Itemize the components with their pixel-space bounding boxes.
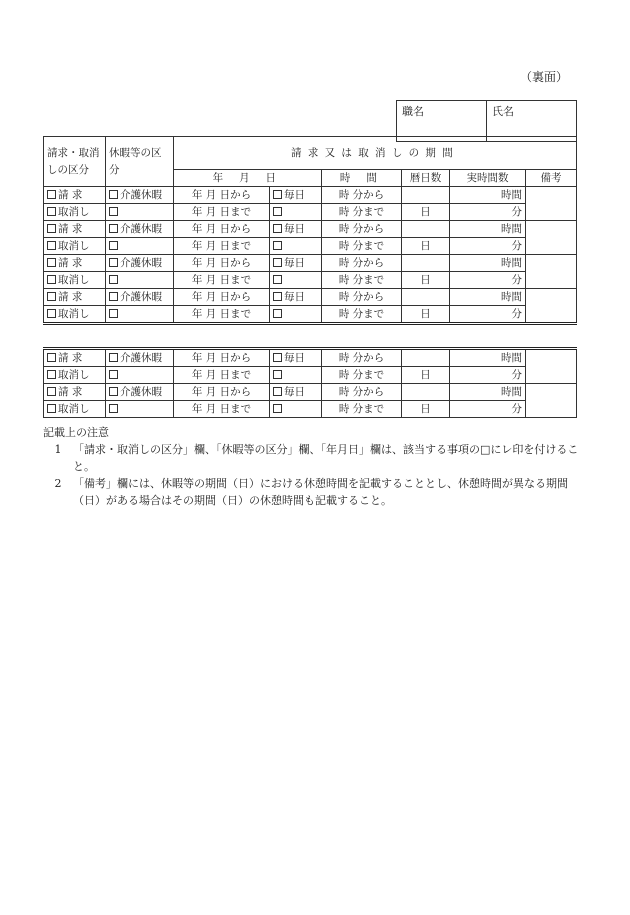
- checkbox[interactable]: [47, 353, 56, 362]
- date-from-cell[interactable]: 年 月 日から: [174, 255, 270, 272]
- checkbox[interactable]: [109, 258, 118, 267]
- checkbox[interactable]: [273, 275, 282, 284]
- checkbox[interactable]: [109, 275, 118, 284]
- day-unit-cell[interactable]: 日: [402, 238, 450, 255]
- cancel-cell[interactable]: 取消し: [44, 306, 106, 324]
- checkbox[interactable]: [47, 207, 56, 216]
- day-unit-cell[interactable]: 日: [402, 272, 450, 289]
- calendar-days-cell[interactable]: [402, 221, 450, 238]
- cancel-cell[interactable]: 取消し: [44, 204, 106, 221]
- date-to-cell[interactable]: 年 月 日まで: [174, 401, 270, 418]
- calendar-days-cell[interactable]: [402, 255, 450, 272]
- checkbox[interactable]: [273, 370, 282, 379]
- every-day-cell[interactable]: 毎日: [270, 349, 322, 367]
- time-to-cell[interactable]: 時 分まで: [322, 306, 402, 324]
- cancel-cell[interactable]: 取消し: [44, 401, 106, 418]
- checkbox[interactable]: [273, 309, 282, 318]
- hours-cell[interactable]: 時間: [450, 289, 526, 306]
- hours-cell[interactable]: 時間: [450, 187, 526, 204]
- table-row: [44, 349, 577, 367]
- table-row: [44, 238, 577, 255]
- minutes-cell[interactable]: 分: [450, 401, 526, 418]
- other-cell[interactable]: [270, 238, 322, 255]
- hours-cell[interactable]: 時間: [450, 255, 526, 272]
- table-row: [44, 204, 577, 221]
- leave-type-cell[interactable]: 介護休暇: [106, 349, 174, 367]
- calendar-days-cell[interactable]: [402, 289, 450, 306]
- leave-request-table: [43, 136, 577, 325]
- back-side-label: （裏面）: [520, 70, 569, 84]
- leave-type-header: 休暇等の区分: [106, 137, 174, 187]
- request-cell[interactable]: 請 求: [44, 187, 106, 204]
- checkbox[interactable]: [47, 275, 56, 284]
- remarks-cell[interactable]: [526, 289, 577, 324]
- every-day-cell[interactable]: 毎日: [270, 187, 322, 204]
- date-from-cell[interactable]: 年 月 日から: [174, 384, 270, 401]
- remarks-cell[interactable]: [526, 384, 577, 418]
- hours-cell[interactable]: 時間: [450, 384, 526, 401]
- every-day-cell[interactable]: 毎日: [270, 289, 322, 306]
- position-label: 職名: [402, 105, 424, 118]
- checkbox[interactable]: [109, 190, 118, 199]
- date-header: 年 月 日: [174, 170, 322, 187]
- table-row: [44, 221, 577, 238]
- leave-type-cell[interactable]: 介護休暇: [106, 221, 174, 238]
- request-cell[interactable]: 請 求: [44, 255, 106, 272]
- checkbox[interactable]: [273, 387, 282, 396]
- minutes-cell[interactable]: 分: [450, 272, 526, 289]
- checkbox[interactable]: [109, 309, 118, 318]
- table-row: [44, 367, 577, 384]
- leave-type-other-cell[interactable]: [106, 204, 174, 221]
- checkbox[interactable]: [273, 207, 282, 216]
- time-from-cell[interactable]: 時 分から: [322, 221, 402, 238]
- checkbox[interactable]: [109, 207, 118, 216]
- day-unit-cell[interactable]: 日: [402, 367, 450, 384]
- cancel-cell[interactable]: 取消し: [44, 272, 106, 289]
- leave-type-cell[interactable]: 介護休暇: [106, 187, 174, 204]
- checkbox[interactable]: [273, 292, 282, 301]
- date-from-cell[interactable]: 年 月 日から: [174, 289, 270, 306]
- table-row: [44, 306, 577, 324]
- date-to-cell[interactable]: 年 月 日まで: [174, 204, 270, 221]
- checkbox[interactable]: [273, 241, 282, 250]
- other-cell[interactable]: [270, 204, 322, 221]
- remarks-cell[interactable]: [526, 255, 577, 289]
- checkbox[interactable]: [109, 370, 118, 379]
- request-cell[interactable]: 請 求: [44, 349, 106, 367]
- time-to-cell[interactable]: 時 分まで: [322, 238, 402, 255]
- leave-type-cell[interactable]: 介護休暇: [106, 384, 174, 401]
- hours-cell[interactable]: 時間: [450, 349, 526, 367]
- time-to-cell[interactable]: 時 分まで: [322, 204, 402, 221]
- checkbox[interactable]: [109, 241, 118, 250]
- day-unit-cell[interactable]: 日: [402, 204, 450, 221]
- time-to-cell[interactable]: 時 分まで: [322, 401, 402, 418]
- remarks-cell[interactable]: [526, 221, 577, 255]
- table-row: [44, 187, 577, 204]
- actual-hours-header: 実時間数: [450, 170, 526, 187]
- time-from-cell[interactable]: 時 分から: [322, 289, 402, 306]
- checkbox[interactable]: [109, 404, 118, 413]
- remarks-header: 備考: [526, 170, 577, 187]
- day-unit-cell[interactable]: 日: [402, 306, 450, 324]
- request-cell[interactable]: 請 求: [44, 384, 106, 401]
- checkbox[interactable]: [47, 387, 56, 396]
- date-to-cell[interactable]: 年 月 日まで: [174, 238, 270, 255]
- leave-type-other-cell[interactable]: [106, 238, 174, 255]
- note-item: 1 「請求・取消しの区分」欄、「休暇等の区分」欄、「年月日」欄は、該当する事項の□にレ印を付けること。: [54, 443, 579, 473]
- minutes-cell[interactable]: 分: [450, 367, 526, 384]
- date-from-cell[interactable]: 年 月 日から: [174, 221, 270, 238]
- cancel-cell[interactable]: 取消し: [44, 238, 106, 255]
- time-from-cell[interactable]: 時 分から: [322, 255, 402, 272]
- calendar-days-cell[interactable]: [402, 187, 450, 204]
- leave-request-continuation-table: [43, 347, 577, 418]
- time-header: 時 間: [322, 170, 402, 187]
- period-title-header: 請求又は取消しの期間: [174, 137, 577, 170]
- checkbox[interactable]: [273, 404, 282, 413]
- day-unit-cell[interactable]: 日: [402, 401, 450, 418]
- checkbox[interactable]: [47, 292, 56, 301]
- calendar-days-cell[interactable]: [402, 384, 450, 401]
- time-to-cell[interactable]: 時 分まで: [322, 367, 402, 384]
- table-row: [44, 255, 577, 272]
- other-cell[interactable]: [270, 367, 322, 384]
- date-to-cell[interactable]: 年 月 日まで: [174, 367, 270, 384]
- checkbox[interactable]: [109, 224, 118, 233]
- checkbox[interactable]: [109, 353, 118, 362]
- request-cell[interactable]: 請 求: [44, 221, 106, 238]
- date-from-cell[interactable]: 年 月 日から: [174, 349, 270, 367]
- time-from-cell[interactable]: 時 分から: [322, 384, 402, 401]
- checkbox[interactable]: [273, 353, 282, 362]
- notes-title: 記載上の注意: [43, 426, 109, 439]
- minutes-cell[interactable]: 分: [450, 238, 526, 255]
- other-cell[interactable]: [270, 306, 322, 324]
- checkbox[interactable]: [47, 241, 56, 250]
- other-cell[interactable]: [270, 401, 322, 418]
- leave-type-cell[interactable]: 介護休暇: [106, 255, 174, 272]
- minutes-cell[interactable]: 分: [450, 306, 526, 324]
- hours-cell[interactable]: 時間: [450, 221, 526, 238]
- time-from-cell[interactable]: 時 分から: [322, 349, 402, 367]
- remarks-cell[interactable]: [526, 349, 577, 384]
- date-to-cell[interactable]: 年 月 日まで: [174, 306, 270, 324]
- checkbox[interactable]: [47, 224, 56, 233]
- every-day-cell[interactable]: 毎日: [270, 221, 322, 238]
- leave-type-other-cell[interactable]: [106, 306, 174, 324]
- table-row: [44, 272, 577, 289]
- checkbox[interactable]: [273, 224, 282, 233]
- date-from-cell[interactable]: 年 月 日から: [174, 187, 270, 204]
- checkbox[interactable]: [273, 190, 282, 199]
- category-header: 請求・取消しの区分: [44, 137, 106, 187]
- every-day-cell[interactable]: 毎日: [270, 384, 322, 401]
- checkbox[interactable]: [47, 309, 56, 318]
- other-cell[interactable]: [270, 272, 322, 289]
- calendar-days-header: 暦日数: [402, 170, 450, 187]
- checkbox[interactable]: [109, 387, 118, 396]
- checkbox[interactable]: [47, 258, 56, 267]
- table-row: [44, 401, 577, 418]
- checkbox[interactable]: [47, 370, 56, 379]
- time-from-cell[interactable]: 時 分から: [322, 187, 402, 204]
- leave-type-other-cell[interactable]: [106, 401, 174, 418]
- every-day-cell[interactable]: 毎日: [270, 255, 322, 272]
- leave-type-cell[interactable]: 介護休暇: [106, 289, 174, 306]
- leave-type-other-cell[interactable]: [106, 272, 174, 289]
- minutes-cell[interactable]: 分: [450, 204, 526, 221]
- table-row: [44, 289, 577, 306]
- cancel-cell[interactable]: 取消し: [44, 367, 106, 384]
- calendar-days-cell[interactable]: [402, 349, 450, 367]
- time-to-cell[interactable]: 時 分まで: [322, 272, 402, 289]
- remarks-cell[interactable]: [526, 187, 577, 221]
- checkbox[interactable]: [273, 258, 282, 267]
- name-label: 氏名: [492, 105, 514, 118]
- request-cell[interactable]: 請 求: [44, 289, 106, 306]
- note-item: 2 「備考」欄には、休暇等の期間（日）における休憩時間を記載することとし、休憩時間が異なる期間（日）がある場合はその期間（日）の休憩時間も記載すること。: [54, 477, 568, 507]
- date-to-cell[interactable]: 年 月 日まで: [174, 272, 270, 289]
- leave-type-other-cell[interactable]: [106, 367, 174, 384]
- table-row: [44, 384, 577, 401]
- checkbox[interactable]: [47, 190, 56, 199]
- checkbox[interactable]: [47, 404, 56, 413]
- checkbox[interactable]: [109, 292, 118, 301]
- notes-section: [43, 424, 583, 509]
